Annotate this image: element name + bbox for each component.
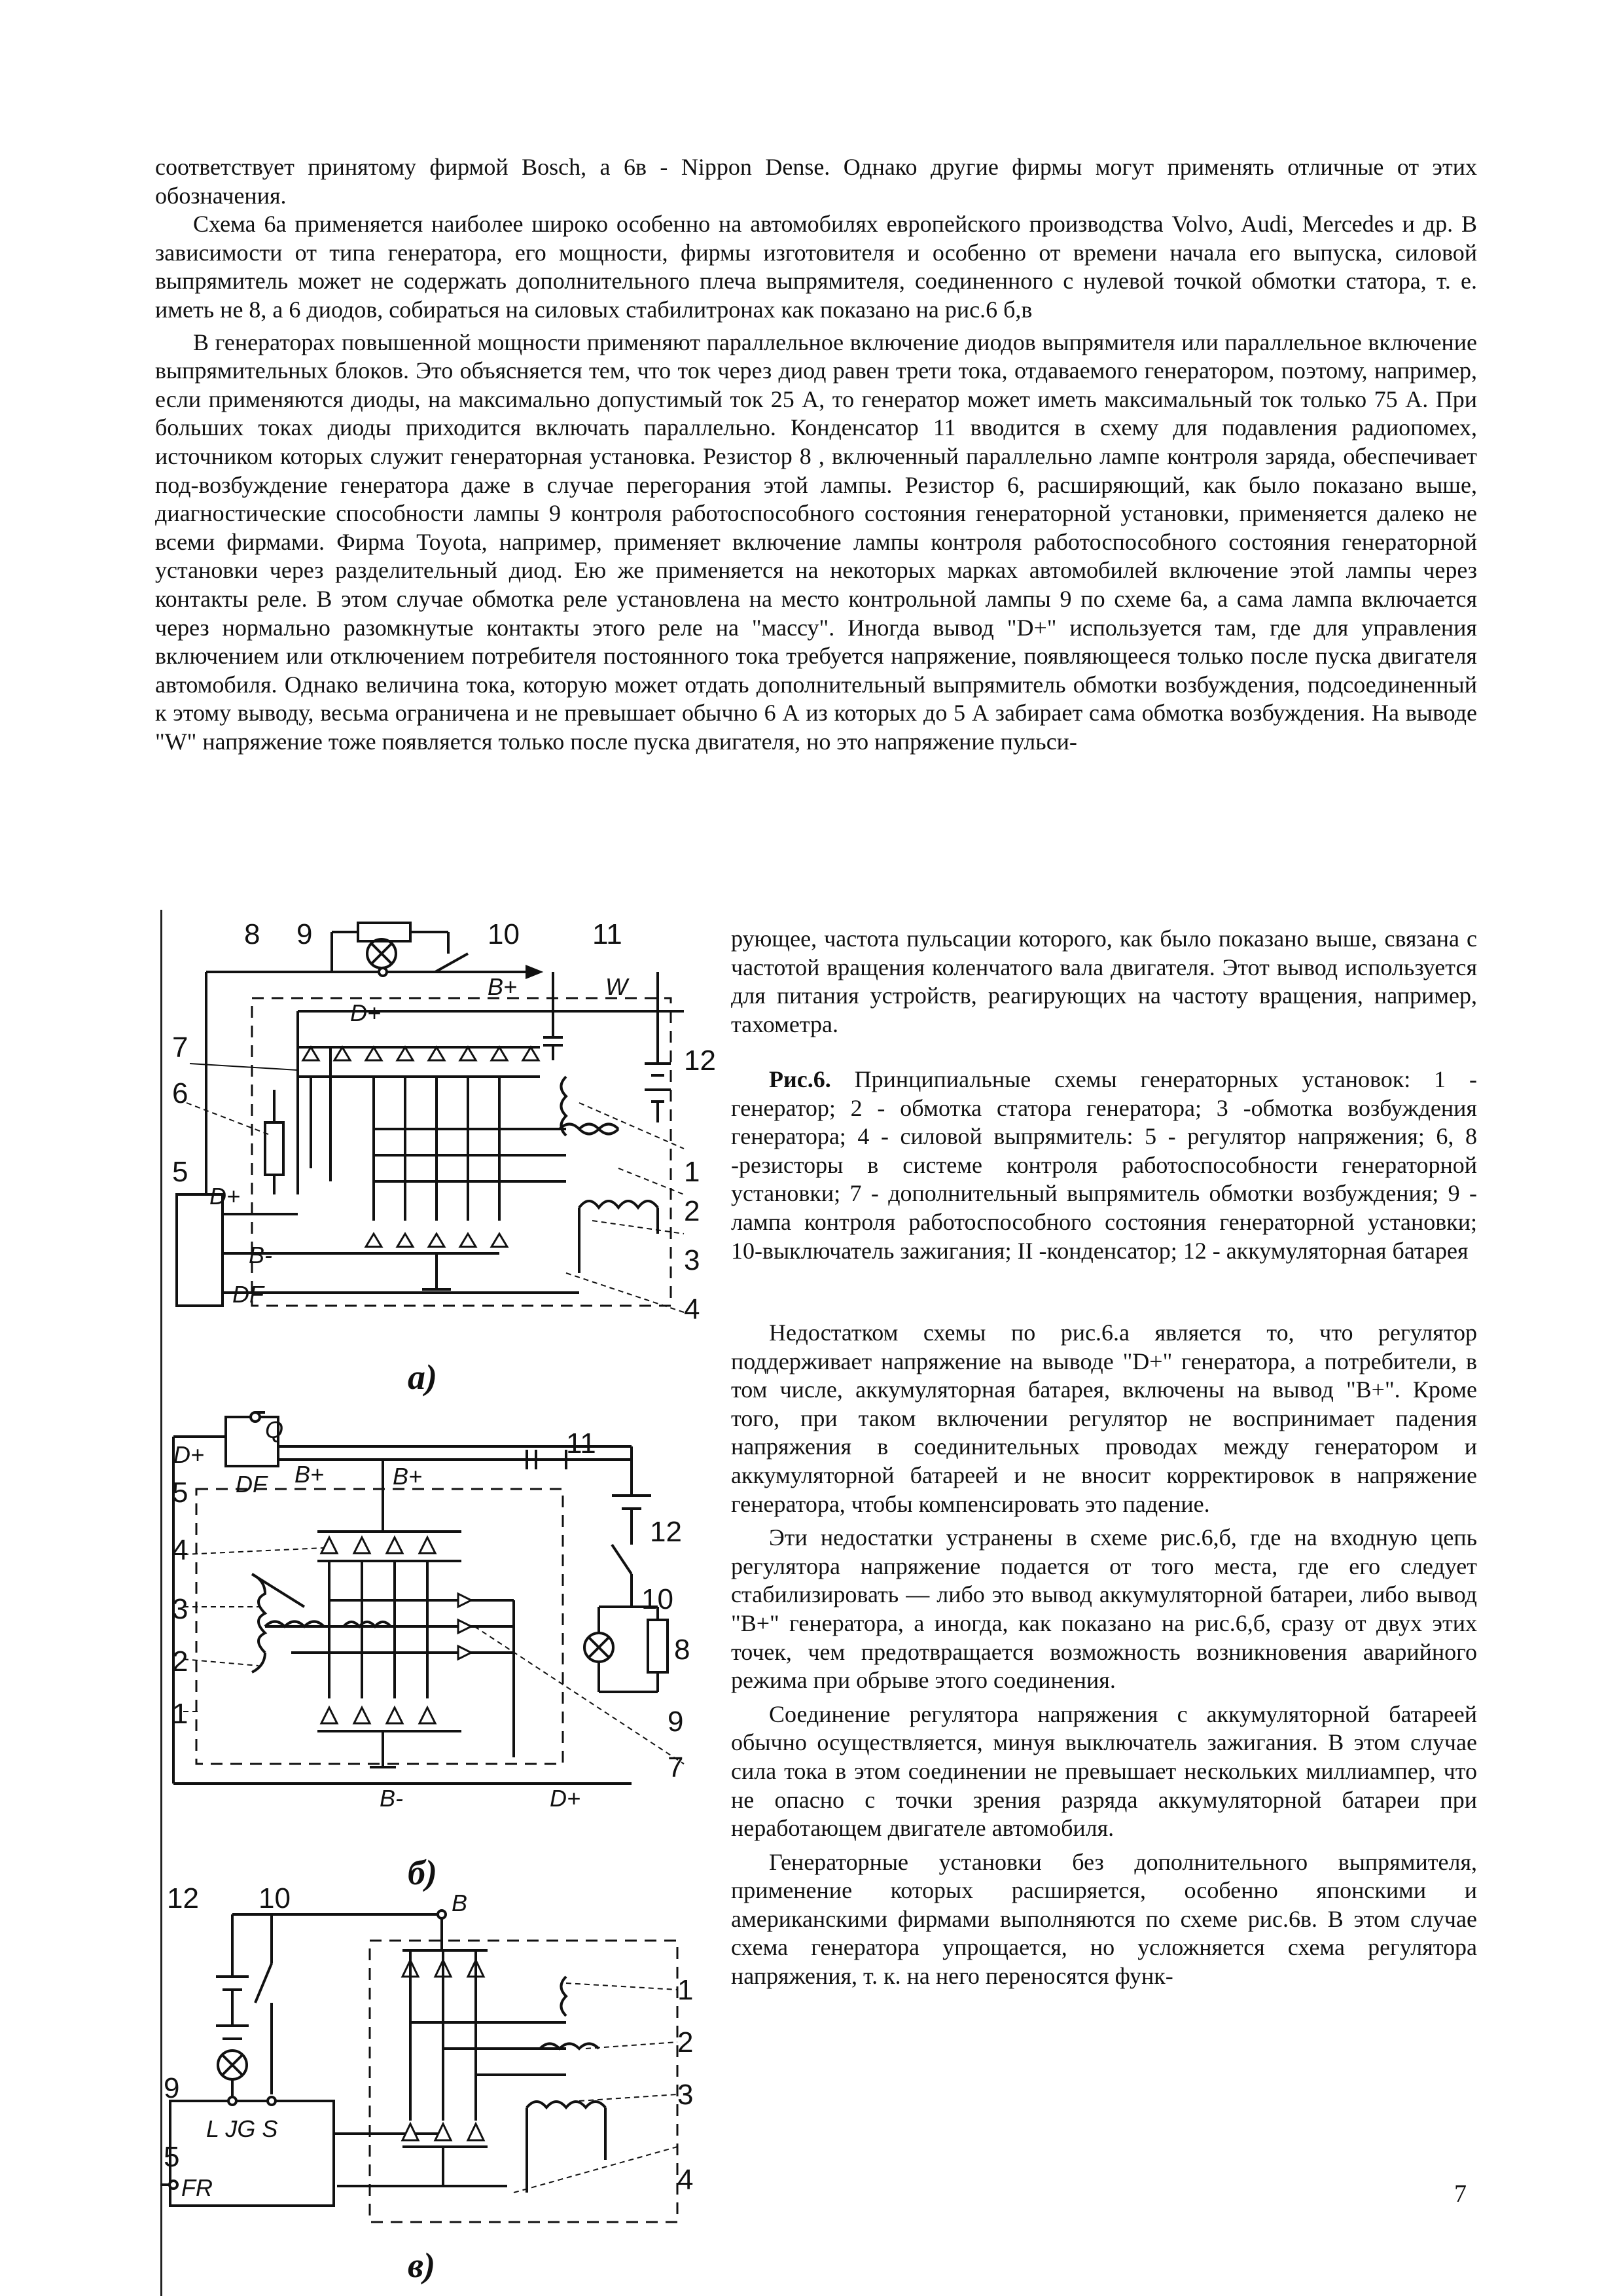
fig-c-number: 2 — [677, 2026, 694, 2058]
paragraph: Генераторные установки без дополнительного выпрямителя, применение которых расширяется, особенно японскими и американскими фирмами выполняются по схеме рис.6в. В этом случае схема генератора упрощается, но усложняется схема регулятора напряжения, т. к. на него переносятся функ- — [731, 1848, 1477, 1990]
fig-c-terminal: L JG S — [206, 2115, 278, 2142]
fig-b-number: 9 — [668, 1706, 684, 1738]
caption-label: Рис.6. — [769, 1066, 831, 1092]
fig-b-number: 1 — [172, 1698, 188, 1730]
fig-c-number: 3 — [677, 2079, 694, 2111]
paragraph: рующее, частота пульсации которого, как было показано выше, связана с частотой вращения коленчатого вала двигателя. Этот вывод используется для питания устройств, реагирующих на частоту вращения, например, тахометра. — [731, 925, 1477, 1037]
fig-c-terminal: B — [452, 1890, 468, 1916]
figure-caption — [731, 1066, 1477, 1265]
right-text-bottom — [731, 1319, 1477, 1991]
paragraph: Эти недостатки устранены в схеме рис.6,б, где на входную цепь регулятора напряжение подается от того места, где его следует стабилизировать — либо это вывод аккумуляторной батареи, либо вывод "В+" генератора, а иногда, как показано на рис.6,б, сразу от двух этих точек, чем предотвращается возможность возникновения аварийного режима при обрыве этого соединения. — [731, 1524, 1477, 1694]
fig-c-number: 12 — [167, 1885, 199, 1914]
fig-a-terminal: DF — [232, 1281, 264, 1308]
fig-a-number: 1 — [684, 1156, 700, 1188]
schematic-b — [160, 1410, 723, 1901]
fig-a-number: 12 — [684, 1045, 716, 1077]
fig-b-number: 2 — [172, 1645, 188, 1677]
fig-b-terminal: DF — [236, 1471, 267, 1498]
fig-a-terminal: W — [605, 973, 628, 1000]
fig-b-terminal: D+ — [550, 1785, 581, 1812]
fig-b-number: 5 — [172, 1477, 188, 1509]
fig-a-number: 11 — [592, 918, 622, 950]
fig-a-number: 7 — [172, 1031, 188, 1064]
fig-c-number: 9 — [164, 2072, 180, 2104]
fig-b-number: 10 — [641, 1583, 673, 1615]
fig-a-terminal: B+ — [488, 973, 518, 1000]
paragraph: Схема 6а применяется наиболее широко особенно на автомобилях европейского производства Volvo, Audi, Mercedes и др. В зависимости от типа генератора, его мощности, фирмы изготовителя и особенно от времени начала его выпуска, силовой выпрямитель может не содержать дополнительного плеча выпрямителя, соединенного с нулевой точкой обмотки статора, т. е. иметь не 8, а 6 диодов, собираться на силовых стабилитронах как показано на рис.6 б,в — [155, 211, 1477, 323]
figure-a-label: а) — [408, 1357, 437, 1397]
fig-a-number: 6 — [172, 1077, 188, 1109]
fig-b-number: 11 — [566, 1427, 596, 1460]
top-text-block — [155, 153, 1477, 756]
fig-a-terminal: D+ — [350, 999, 382, 1026]
fig-a-number: 8 — [244, 918, 260, 950]
fig-b-terminal: D+ — [173, 1441, 205, 1468]
fig-b-terminal: Q — [265, 1416, 284, 1443]
fig-a-terminal: D+ — [209, 1183, 241, 1210]
fig-b-terminal: B+ — [393, 1463, 423, 1490]
fig-c-terminal: FR — [181, 2174, 213, 2201]
paragraph: соответствует принятому фирмой Bosch, а 6в - Nippon Dense. Однако другие фирмы могут применять отличные от этих обозначения. — [155, 154, 1477, 209]
fig-a-number: 2 — [684, 1195, 700, 1227]
fig-b-number: 3 — [172, 1593, 188, 1625]
figure-b-label: б) — [408, 1853, 437, 1892]
caption-text: Принципиальные схемы генераторных установок: 1 - генератор; 2 - обмотка статора генератора; 3 -обмотка возбуждения генератора; 4 - силовой выпрямитель: 5 - регулятор напряжения; 6, 8 -резисторы в системе контроля работоспособности генераторной установки; 7 - дополнительный выпрямитель обмотки возбуждения; 9 - лампа контроля работоспособного состояния генераторной установки; 10-выключатель зажигания; II -конденсатор; 12 - аккумуляторная батарея — [731, 1066, 1477, 1264]
figure-c-label: в) — [408, 2246, 436, 2285]
paragraph: Соединение регулятора напряжения с аккумуляторной батареей обычно осуществляется, минуя выключатель зажигания. В этом случае сила тока в этом соединении не превышает нескольких миллиампер, что не опасно с точки зрения разряда аккумуляторной батареи при неработающем двигателе автомобиля. — [731, 1700, 1477, 1842]
fig-c-number: 1 — [677, 1974, 694, 2006]
fig-c-number: 5 — [164, 2141, 180, 2173]
fig-c-number: 10 — [259, 1885, 291, 1914]
fig-a-number: 4 — [684, 1293, 700, 1325]
paragraph: В генераторах повышенной мощности применяют параллельное включение диодов выпрямителя или параллельное включение выпрямительных блоков. Это объясняется тем, что ток через диод равен трети тока, отдаваемого генератором, поэтому, например, если применяются диоды, на максимально допустимый ток 25 А, то генератор может иметь максимальный ток только 75 А. При больших токах диоды приходится включать параллельно. Конденсатор 11 вводится в схему для подавления радиопомех, источником которых служит генераторная установка. Резистор 8 , включенный параллельно лампе контроля заряда, обеспечивает под-возбуждение генератора даже в случае перегорания этой лампы. Резистор 6, расширяющий, как было показано выше, диагностические способности лампы 9 контроля работоспособного состояния генераторной установки, применяется далеко не всеми фирмами. Фирма Toyota, например, применяет включение лампы контроля работоспособного состояния генераторной установки через разделительный диод. Ею же применяется на некоторых марках автомобилей включение этой лампы через контакты реле. В этом случае обмотка реле установлена на место контрольной лампы 9 по схеме 6а, а сама лампа включается через нормально разомкнутые контакты этого реле на "массу". Иногда вывод "D+" используется там, где для управления включением или отключением потребителя постоянного тока требуется напряжение, появляющееся только после пуска двигателя автомобиля. Однако величина тока, которую может отдать дополнительный выпрямитель обмотки возбуждения, подсоединенный к этому выводу, весьма ограничена и не превышает обычно 6 А из которых до 5 А забирает сама обмотка возбуждения. На выводе "W" напряжение тоже появляется только после пуска двигателя, но это напряжение пульси- — [155, 329, 1477, 755]
fig-b-terminal: B+ — [294, 1461, 325, 1488]
fig-a-terminal: B- — [249, 1242, 272, 1268]
fig-a-number: 9 — [296, 918, 313, 950]
fig-b-number: 8 — [674, 1634, 690, 1666]
fig-b-terminal: B- — [380, 1785, 403, 1812]
fig-c-number: 4 — [677, 2164, 694, 2196]
schematic-c — [160, 1885, 723, 2251]
page-number: 7 — [1454, 2180, 1467, 2208]
fig-b-number: 7 — [668, 1751, 684, 1784]
fig-a-number: 10 — [488, 918, 520, 950]
right-text-top — [731, 925, 1477, 1039]
fig-b-number: 12 — [650, 1516, 682, 1548]
fig-a-number: 5 — [172, 1156, 188, 1188]
paragraph: Недостатком схемы по рис.6.а является то, что регулятор поддерживает напряжение на выводе "D+" генератора, а потребители, в том числе, аккумуляторная батарея, включены на вывод "В+". Кроме того, при таком включении регулятор не воспринимает падения напряжения в соединительных проводах между генератором и аккумуляторной батареей и не вносит корректировок в напряжение генератора, чтобы компенсировать это падение. — [731, 1319, 1477, 1517]
schematic-a — [160, 906, 723, 1358]
fig-b-number: 4 — [172, 1534, 188, 1566]
fig-a-number: 3 — [684, 1244, 700, 1276]
